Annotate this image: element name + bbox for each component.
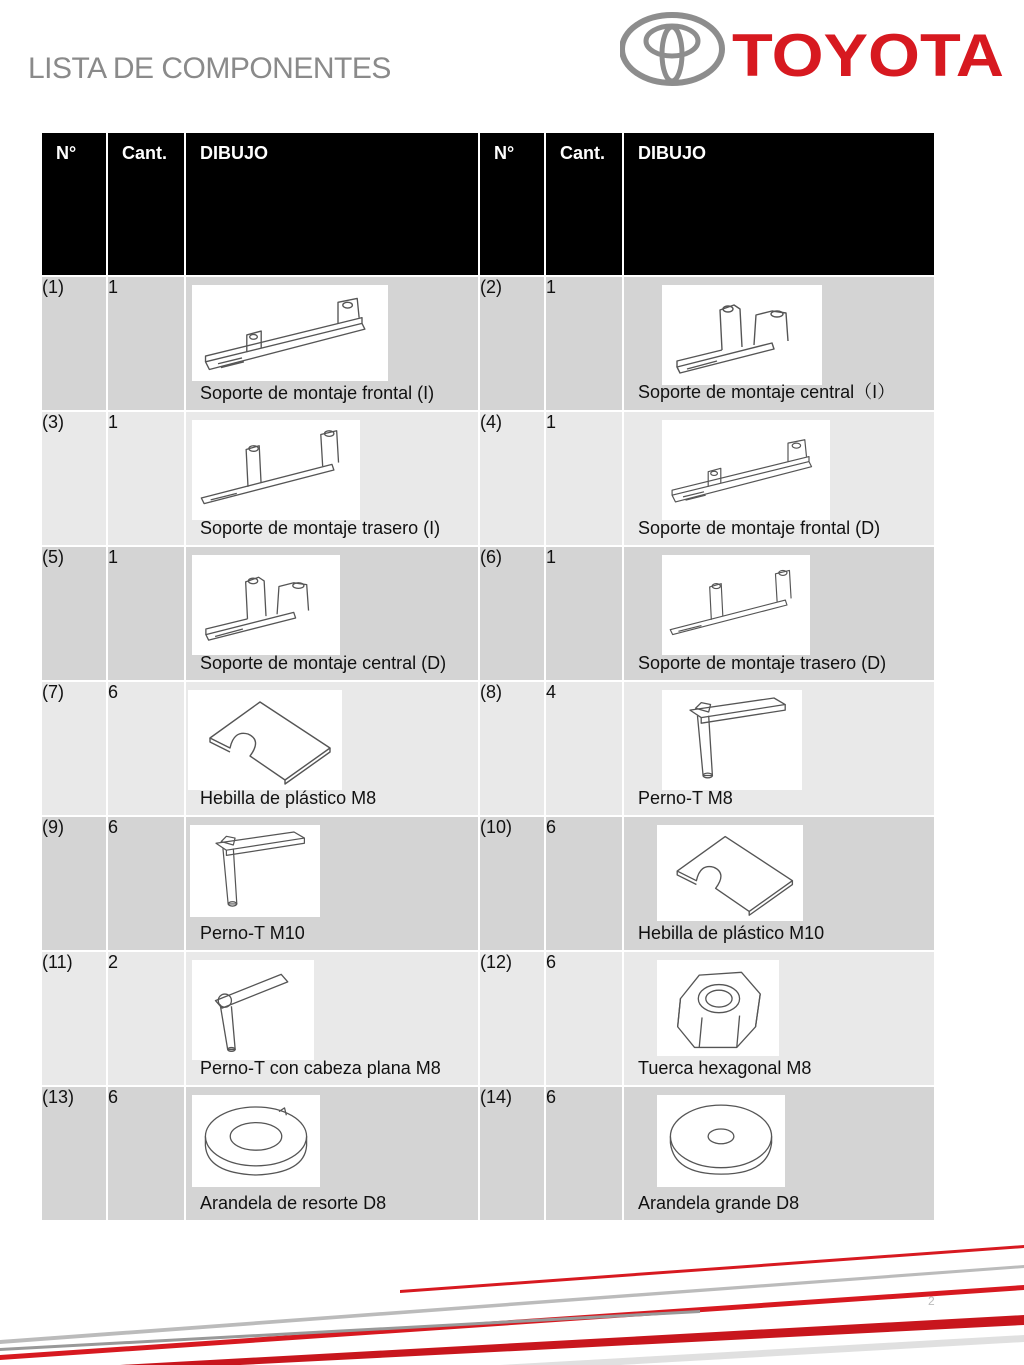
- item-number: (1): [41, 276, 107, 411]
- item-drawing-cell: [185, 816, 479, 951]
- page-title: LISTA DE COMPONENTES: [28, 52, 391, 85]
- item-drawing-cell: [185, 276, 479, 411]
- item-name: Arandela de resorte D8: [200, 1193, 387, 1213]
- header-num-2: N°: [479, 132, 545, 276]
- item-name: Perno-T con cabeza plana M8: [200, 1058, 441, 1078]
- shim-icon: [657, 825, 803, 921]
- item-name: Soporte de montaje trasero (I): [200, 518, 441, 538]
- item-number: (10): [479, 816, 545, 951]
- item-drawing-cell: [623, 681, 935, 816]
- item-quantity: 6: [107, 816, 185, 951]
- item-quantity: 1: [107, 276, 185, 411]
- table-row: [41, 816, 935, 951]
- shim-icon: [188, 690, 342, 790]
- item-number: (3): [41, 411, 107, 546]
- item-name: Soporte de montaje central (D): [200, 653, 447, 673]
- item-drawing-cell: [623, 951, 935, 1086]
- item-drawing-cell: [623, 1086, 935, 1221]
- item-quantity: 6: [545, 1086, 623, 1221]
- item-quantity: 6: [545, 816, 623, 951]
- item-drawing-cell: [623, 816, 935, 951]
- item-quantity: 6: [545, 951, 623, 1086]
- table-row: [41, 411, 935, 546]
- table-row: [41, 1086, 935, 1221]
- item-number: (5): [41, 546, 107, 681]
- item-number: (8): [479, 681, 545, 816]
- item-name: Arandela grande D8: [638, 1193, 800, 1213]
- item-number: (11): [41, 951, 107, 1086]
- flat-head-bolt-icon: [192, 960, 314, 1060]
- item-quantity: 1: [545, 546, 623, 681]
- item-quantity: 1: [107, 411, 185, 546]
- item-quantity: 6: [107, 1086, 185, 1221]
- item-number: (7): [41, 681, 107, 816]
- header-num: N°: [41, 132, 107, 276]
- flat-washer-icon: [657, 1095, 785, 1187]
- t-bolt-icon: [662, 690, 802, 790]
- item-quantity: 2: [107, 951, 185, 1086]
- tall-bracket-icon: [662, 285, 822, 385]
- page-number: 2: [928, 1294, 935, 1308]
- item-quantity: 4: [545, 681, 623, 816]
- item-name: Hebilla de plástico M8: [200, 788, 377, 808]
- item-drawing-cell: [623, 546, 935, 681]
- item-name: Hebilla de plástico M10: [638, 923, 825, 943]
- item-number: (4): [479, 411, 545, 546]
- brand-wordmark: TOYOTA: [732, 22, 1004, 88]
- item-drawing-cell: [185, 681, 479, 816]
- item-name: Soporte de montaje trasero (D): [638, 653, 887, 673]
- table-header-row: [41, 132, 935, 276]
- item-name: Tuerca hexagonal M8: [638, 1058, 812, 1078]
- table-row: [41, 951, 935, 1086]
- rear-bracket-icon: [192, 420, 360, 520]
- item-drawing-cell: [185, 951, 479, 1086]
- spring-washer-icon: [192, 1095, 320, 1187]
- table-row: [41, 276, 935, 411]
- header-qty-2: Cant.: [545, 132, 623, 276]
- item-name: Soporte de montaje frontal (D): [638, 518, 881, 538]
- item-drawing-cell: [185, 546, 479, 681]
- hex-nut-icon: [657, 960, 779, 1056]
- header-drawing-2: DIBUJO: [623, 132, 935, 276]
- header-drawing: DIBUJO: [185, 132, 479, 276]
- decorative-stripes: [0, 1230, 1024, 1365]
- table-row: [41, 546, 935, 681]
- table-row: [41, 681, 935, 816]
- item-drawing-cell: [623, 411, 935, 546]
- item-quantity: 6: [107, 681, 185, 816]
- item-number: (14): [479, 1086, 545, 1221]
- toyota-logo: [620, 10, 1010, 88]
- item-name: Soporte de montaje central（I）: [638, 382, 896, 402]
- item-drawing-cell: [185, 1086, 479, 1221]
- item-quantity: 1: [545, 276, 623, 411]
- item-number: (13): [41, 1086, 107, 1221]
- header-qty: Cant.: [107, 132, 185, 276]
- item-drawing-cell: [185, 411, 479, 546]
- item-number: (2): [479, 276, 545, 411]
- components-table: [40, 131, 936, 1222]
- item-quantity: 1: [545, 411, 623, 546]
- tall-bracket-icon: [192, 555, 340, 655]
- item-number: (12): [479, 951, 545, 1086]
- item-name: Perno-T M8: [638, 788, 733, 808]
- item-name: Perno-T M10: [200, 923, 305, 943]
- flat-bracket-icon: [662, 420, 830, 520]
- item-drawing-cell: [623, 276, 935, 411]
- rear-bracket-icon: [662, 555, 810, 655]
- item-quantity: 1: [107, 546, 185, 681]
- item-number: (6): [479, 546, 545, 681]
- item-number: (9): [41, 816, 107, 951]
- flat-bracket-icon: [192, 285, 388, 381]
- item-name: Soporte de montaje frontal (I): [200, 383, 435, 403]
- t-bolt-icon: [190, 825, 320, 917]
